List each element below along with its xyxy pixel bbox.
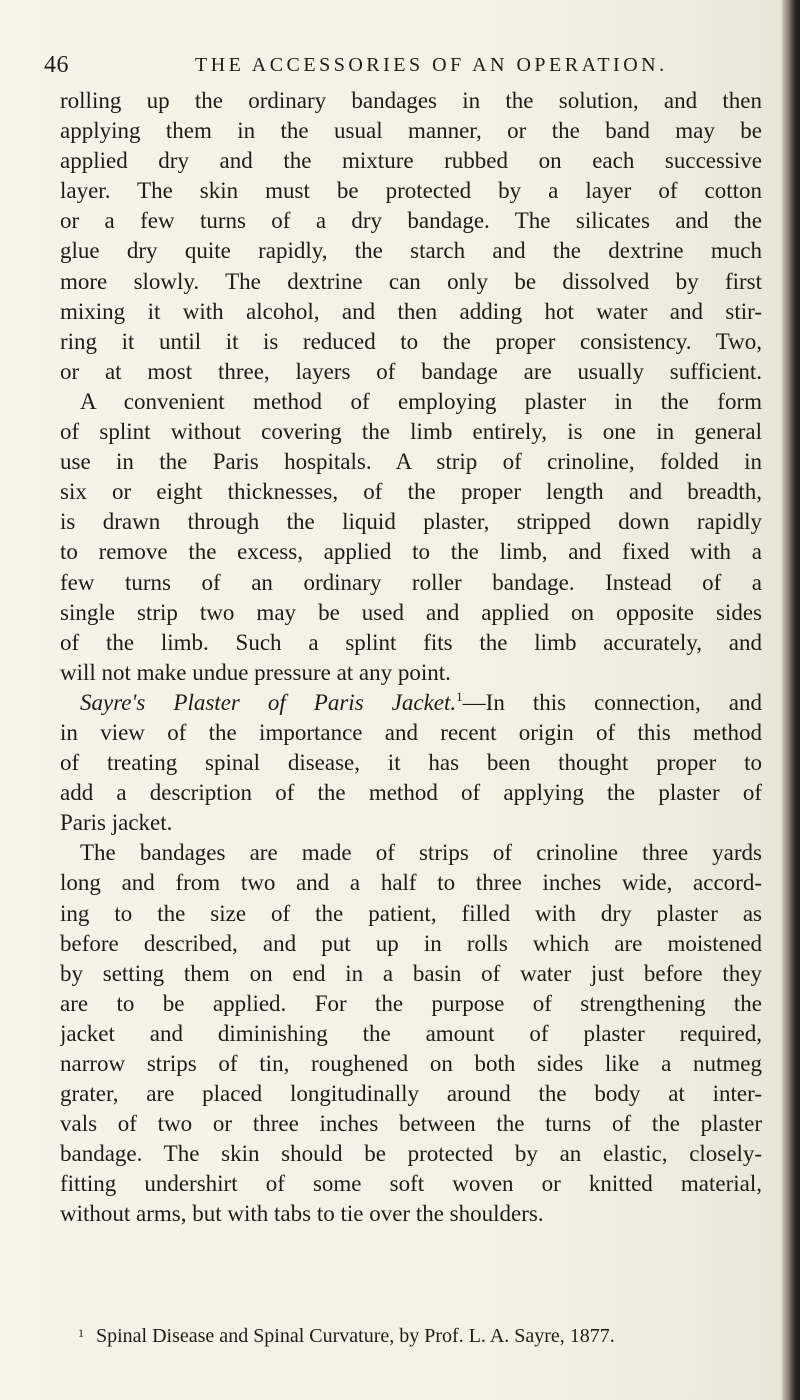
text-line: to remove the excess, applied to the limb, and fixed with a bbox=[60, 539, 762, 565]
page-edge-shadow bbox=[782, 0, 800, 1400]
text-line: The bandages are made of strips of crinoline three yards bbox=[80, 840, 762, 866]
text-line: long and from two and a half to three inches wide, accord- bbox=[60, 870, 762, 896]
text-line: are to be applied. For the purpose of strengthening the bbox=[60, 990, 762, 1016]
section-title: Sayre's Plaster of Paris Jacket. bbox=[80, 689, 457, 715]
text-line: will not make undue pressure at any point. bbox=[60, 659, 451, 685]
page-number: 46 bbox=[44, 52, 69, 78]
text-line: or at most three, layers of bandage are usually sufficient. bbox=[60, 358, 762, 384]
footnote-mark: 1 bbox=[78, 1326, 84, 1340]
footnote-text: Spinal Disease and Spinal Curvature, by Prof. L. A. Sayre, 1877. bbox=[96, 1325, 615, 1347]
footnote-reference: 1 bbox=[456, 688, 463, 704]
text-line: applying them in the usual manner, or the band may be bbox=[60, 118, 762, 144]
text-line: without arms, but with tabs to tie over the shoulders. bbox=[60, 1201, 544, 1227]
text-line: glue dry quite rapidly, the starch and the dextrine much bbox=[60, 238, 762, 264]
text-line: mixing it with alcohol, and then adding hot water and stir- bbox=[60, 298, 762, 324]
text-line: of splint without covering the limb entirely, is one in general bbox=[60, 419, 762, 445]
body-text bbox=[60, 86, 762, 1230]
text-line: applied dry and the mixture rubbed on each successive bbox=[60, 148, 762, 174]
section-intro-text: —In this connection, and bbox=[462, 689, 762, 715]
text-line: six or eight thicknesses, of the proper length and breadth, bbox=[60, 479, 762, 505]
text-line: fitting undershirt of some soft woven or knitted material, bbox=[60, 1171, 762, 1197]
text-line: ing to the size of the patient, filled with dry plaster as bbox=[60, 900, 762, 926]
text-line: A convenient method of employing plaster in the form bbox=[80, 388, 762, 414]
text-line: is drawn through the liquid plaster, stripped down rapidly bbox=[60, 509, 762, 535]
text-line: add a description of the method of applying the plaster of bbox=[60, 780, 762, 806]
text-line: single strip two may be used and applied on opposite sides bbox=[60, 599, 762, 625]
text-line: rolling up the ordinary bandages in the solution, and then bbox=[60, 88, 762, 113]
section-heading-line bbox=[60, 688, 762, 718]
text-line: Paris jacket. bbox=[60, 810, 173, 836]
text-line: jacket and diminishing the amount of plaster required, bbox=[60, 1020, 762, 1046]
text-line: or a few turns of a dry bandage. The silicates and the bbox=[60, 208, 762, 234]
text-line: few turns of an ordinary roller bandage. Instead of a bbox=[60, 569, 762, 595]
text-line: narrow strips of tin, roughened on both sides like a nutmeg bbox=[60, 1051, 762, 1076]
text-line: vals of two or three inches between the turns of the plaster bbox=[60, 1111, 762, 1137]
text-line: by setting them on end in a basin of water just before they bbox=[60, 960, 762, 986]
text-line: of the limb. Such a splint fits the limb accurately, and bbox=[60, 629, 762, 655]
text-line: layer. The skin must be protected by a layer of cotton bbox=[60, 178, 762, 204]
text-line: ring it until it is reduced to the proper consistency. Two, bbox=[60, 328, 762, 354]
text-line: bandage. The skin should be protected by an elastic, closely- bbox=[60, 1141, 762, 1167]
text-line: in view of the importance and recent origin of this method bbox=[60, 719, 762, 745]
running-head: THE ACCESSORIES OF AN OPERATION. bbox=[195, 54, 668, 76]
text-line: use in the Paris hospitals. A strip of crinoline, folded in bbox=[60, 449, 762, 475]
text-line: before described, and put up in rolls which are moistened bbox=[60, 930, 762, 956]
text-line: grater, are placed longitudinally around the body at inter- bbox=[60, 1081, 762, 1107]
page-header bbox=[0, 52, 780, 82]
footnote bbox=[78, 1321, 768, 1348]
text-line: more slowly. The dextrine can only be dissolved by first bbox=[60, 268, 762, 294]
text-line: of treating spinal disease, it has been thought proper to bbox=[60, 750, 762, 776]
